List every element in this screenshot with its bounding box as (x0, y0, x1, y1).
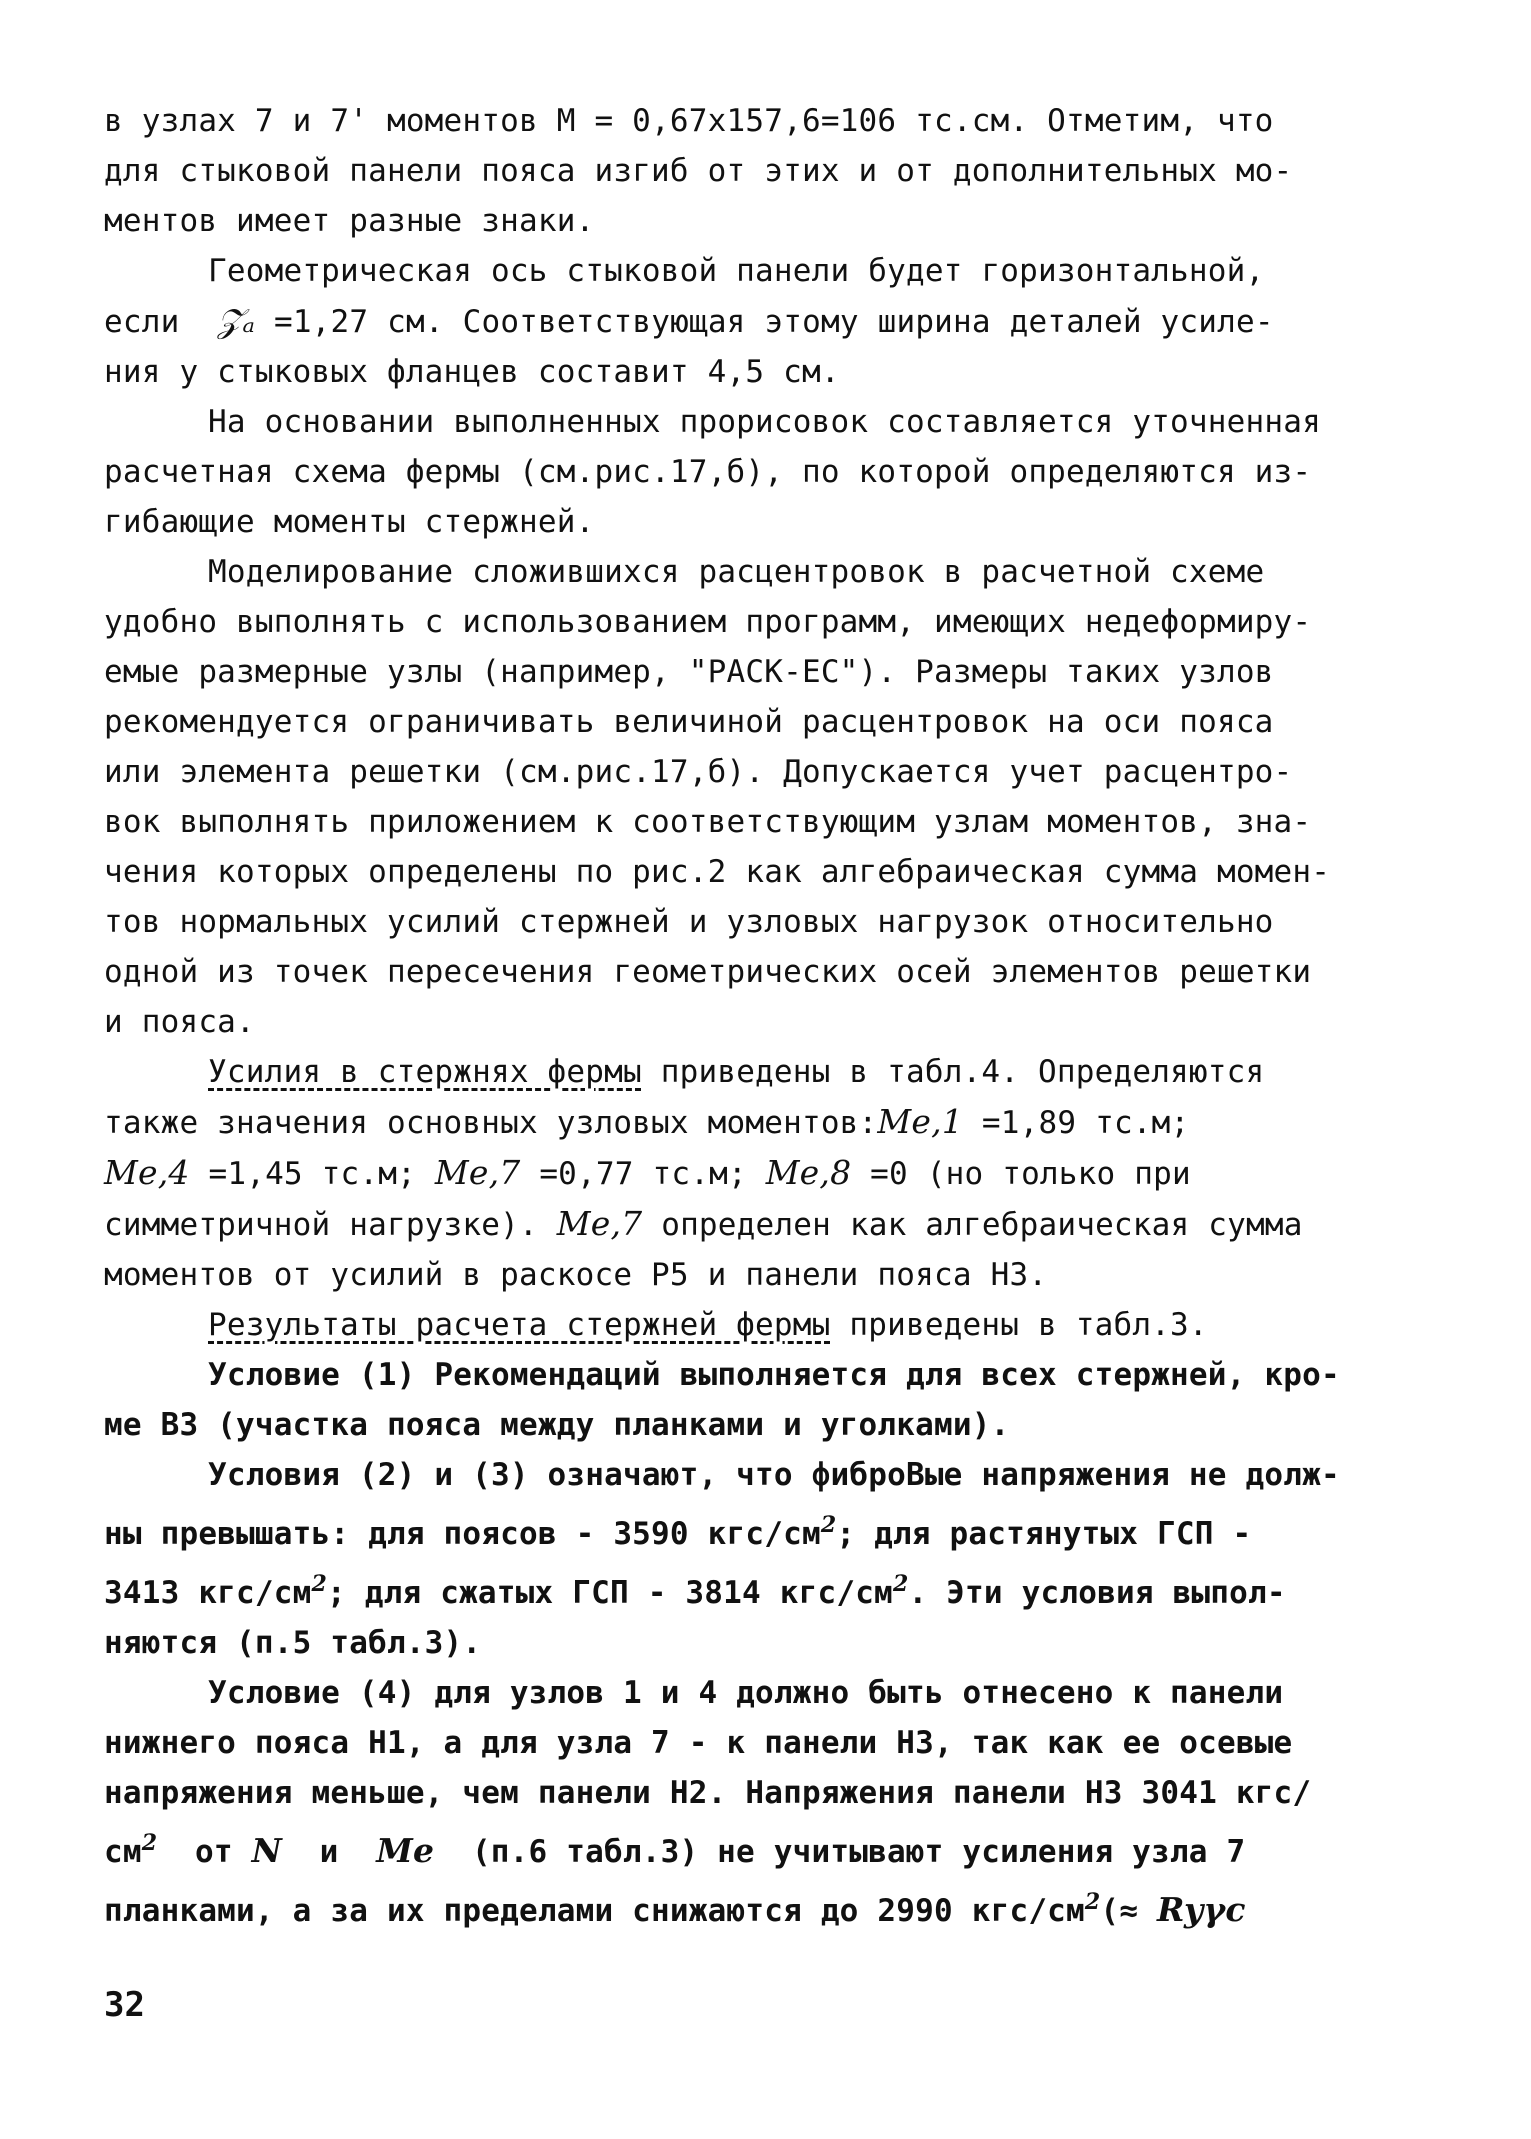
paragraph-3 (104, 397, 1381, 547)
paragraph-1 (104, 96, 1381, 246)
text-line: или элемента решетки (см.рис.17,б). Допускается учет расцентро- (104, 754, 1293, 790)
superscript: 2 (892, 1571, 909, 1597)
text-line: На основании выполненных прорисовок составляется уточненная (208, 404, 1321, 440)
handwritten-symbol: N (251, 1831, 282, 1870)
text-line: симметричной нагрузке). Me,7 определен как алгебраическая сумма (104, 1204, 1303, 1243)
text-line: ме В3 (участка пояса между планками и уголками). (104, 1407, 1010, 1443)
text-line: для стыковой панели пояса изгиб от этих и от дополнительных мо- (104, 153, 1293, 189)
text-line: Условия (2) и (3) означают, что фиброВые напряжения не долж- (208, 1457, 1340, 1493)
text-line: тов нормальных усилий стержней и узловых нагрузок относительно (104, 904, 1274, 940)
text-line: ния у стыковых фланцев составит 4,5 см. (104, 354, 840, 390)
text-line: гибающие моменты стержней. (104, 504, 595, 540)
text-line: одной из точек пересечения геометрических осей элементов решетки (104, 954, 1312, 990)
text-line: чения которых определены по рис.2 как алгебраическая сумма момен- (104, 854, 1331, 890)
superscript: 2 (1084, 1889, 1101, 1915)
text-line: емые размерные узлы (например, "РАСК-ЕС"). Размеры таких узлов (104, 654, 1274, 690)
paragraph-7 (104, 1350, 1381, 1450)
handwritten-symbol: Me,7 (556, 1204, 643, 1243)
text-line: Моделирование сложившихся расцентровок в расчетной схеме (208, 554, 1265, 590)
text-line: Условие (4) для узлов 1 и 4 должно быть отнесено к панели (208, 1675, 1284, 1711)
text-line: расчетная схема фермы (см.рис.17,б), по которой определяются из- (104, 454, 1312, 490)
text-line: если 𝒵ₐ =1,27 см. Соответствующая этому ширина деталей усиле- (104, 301, 1274, 340)
underlined-heading: Усилия в стержнях фермы (208, 1054, 642, 1090)
handwritten-symbol: 𝒵ₐ (217, 301, 256, 340)
text-line: моментов от усилий в раскосе Р5 и панели пояса Н3. (104, 1257, 1048, 1293)
text-line: Условие (1) Рекомендаций выполняется для всех стержней, кро- (208, 1357, 1340, 1393)
superscript: 2 (141, 1830, 158, 1856)
page-number: 32 (104, 1985, 145, 2025)
text-line: 3413 кгс/$см^2$; для сжатых ГСП - 3814 кгс/$см^2$. Эти условия выпол- (104, 1571, 1286, 1611)
text-line: в узлах 7 и 7' моментов М = 0,67х157,6=106 тс.см. Отметим, что (104, 103, 1274, 139)
handwritten-symbol: Me,4 (104, 1153, 190, 1192)
text-line: напряжения меньше, чем панели Н2. Напряжения панели Н3 3041 кгс/ (104, 1775, 1312, 1811)
text-line: Усилия в стержнях фермы приведены в табл.4. Определяются (208, 1054, 1265, 1090)
handwritten-symbol: Me,1 (877, 1102, 964, 1141)
text-line: Геометрическая ось стыковой панели будет горизонтальной, (208, 253, 1265, 289)
handwritten-symbol: Ryγc (1157, 1890, 1246, 1929)
handwritten-symbol: Me,8 (765, 1153, 852, 1192)
text-line: ментов имеет разные знаки. (104, 203, 595, 239)
handwritten-symbol: Me,7 (434, 1153, 521, 1192)
paragraph-4 (104, 547, 1381, 1047)
text-line: вок выполнять приложением к соответствующим узлам моментов, зна- (104, 804, 1312, 840)
text-line: няются (п.5 табл.3). (104, 1625, 482, 1661)
text-line: нижнего пояса Н1, а для узла 7 - к панели Н3, так как ее осевые (104, 1725, 1293, 1761)
paragraph-6 (104, 1300, 1381, 1350)
text-line: рекомендуется ограничивать величиной расцентровок на оси пояса (104, 704, 1274, 740)
paragraph-8 (104, 1450, 1381, 1668)
text-line: ны превышать: для поясов - 3590 кгс/$см^2$; для растянутых ГСП - (104, 1512, 1252, 1552)
superscript: 2 (820, 1512, 837, 1538)
handwritten-symbol: Me (376, 1831, 435, 1870)
superscript: 2 (311, 1571, 328, 1597)
text-line: Результаты расчета стержней фермы приведены в табл.3. (208, 1307, 1208, 1343)
text-line: планками, а за их пределами снижаются до 2990 кгс/$см^2(\approx Ry\gamma c$ (104, 1889, 1246, 1929)
underlined-heading: Результаты расчета стержней фермы (208, 1307, 831, 1343)
paragraph-2 (104, 246, 1381, 397)
paragraph-5 (104, 1047, 1381, 1300)
paragraph-9 (104, 1668, 1381, 1936)
text-line: Me,4 =1,45 тс.м; Me,7 =0,77 тс.м; Me,8 =0 (но только при (104, 1153, 1191, 1192)
text-line: $см^2$ от N и Me (п.6 табл.3) не учитывают усиления узла 7 (104, 1830, 1246, 1870)
text-line: и пояса. (104, 1004, 255, 1040)
text-line: удобно выполнять с использованием программ, имеющих недеформиру- (104, 604, 1312, 640)
text-line: также значения основных узловых моментов:Me,1 =1,89 тс.м; (104, 1102, 1190, 1141)
